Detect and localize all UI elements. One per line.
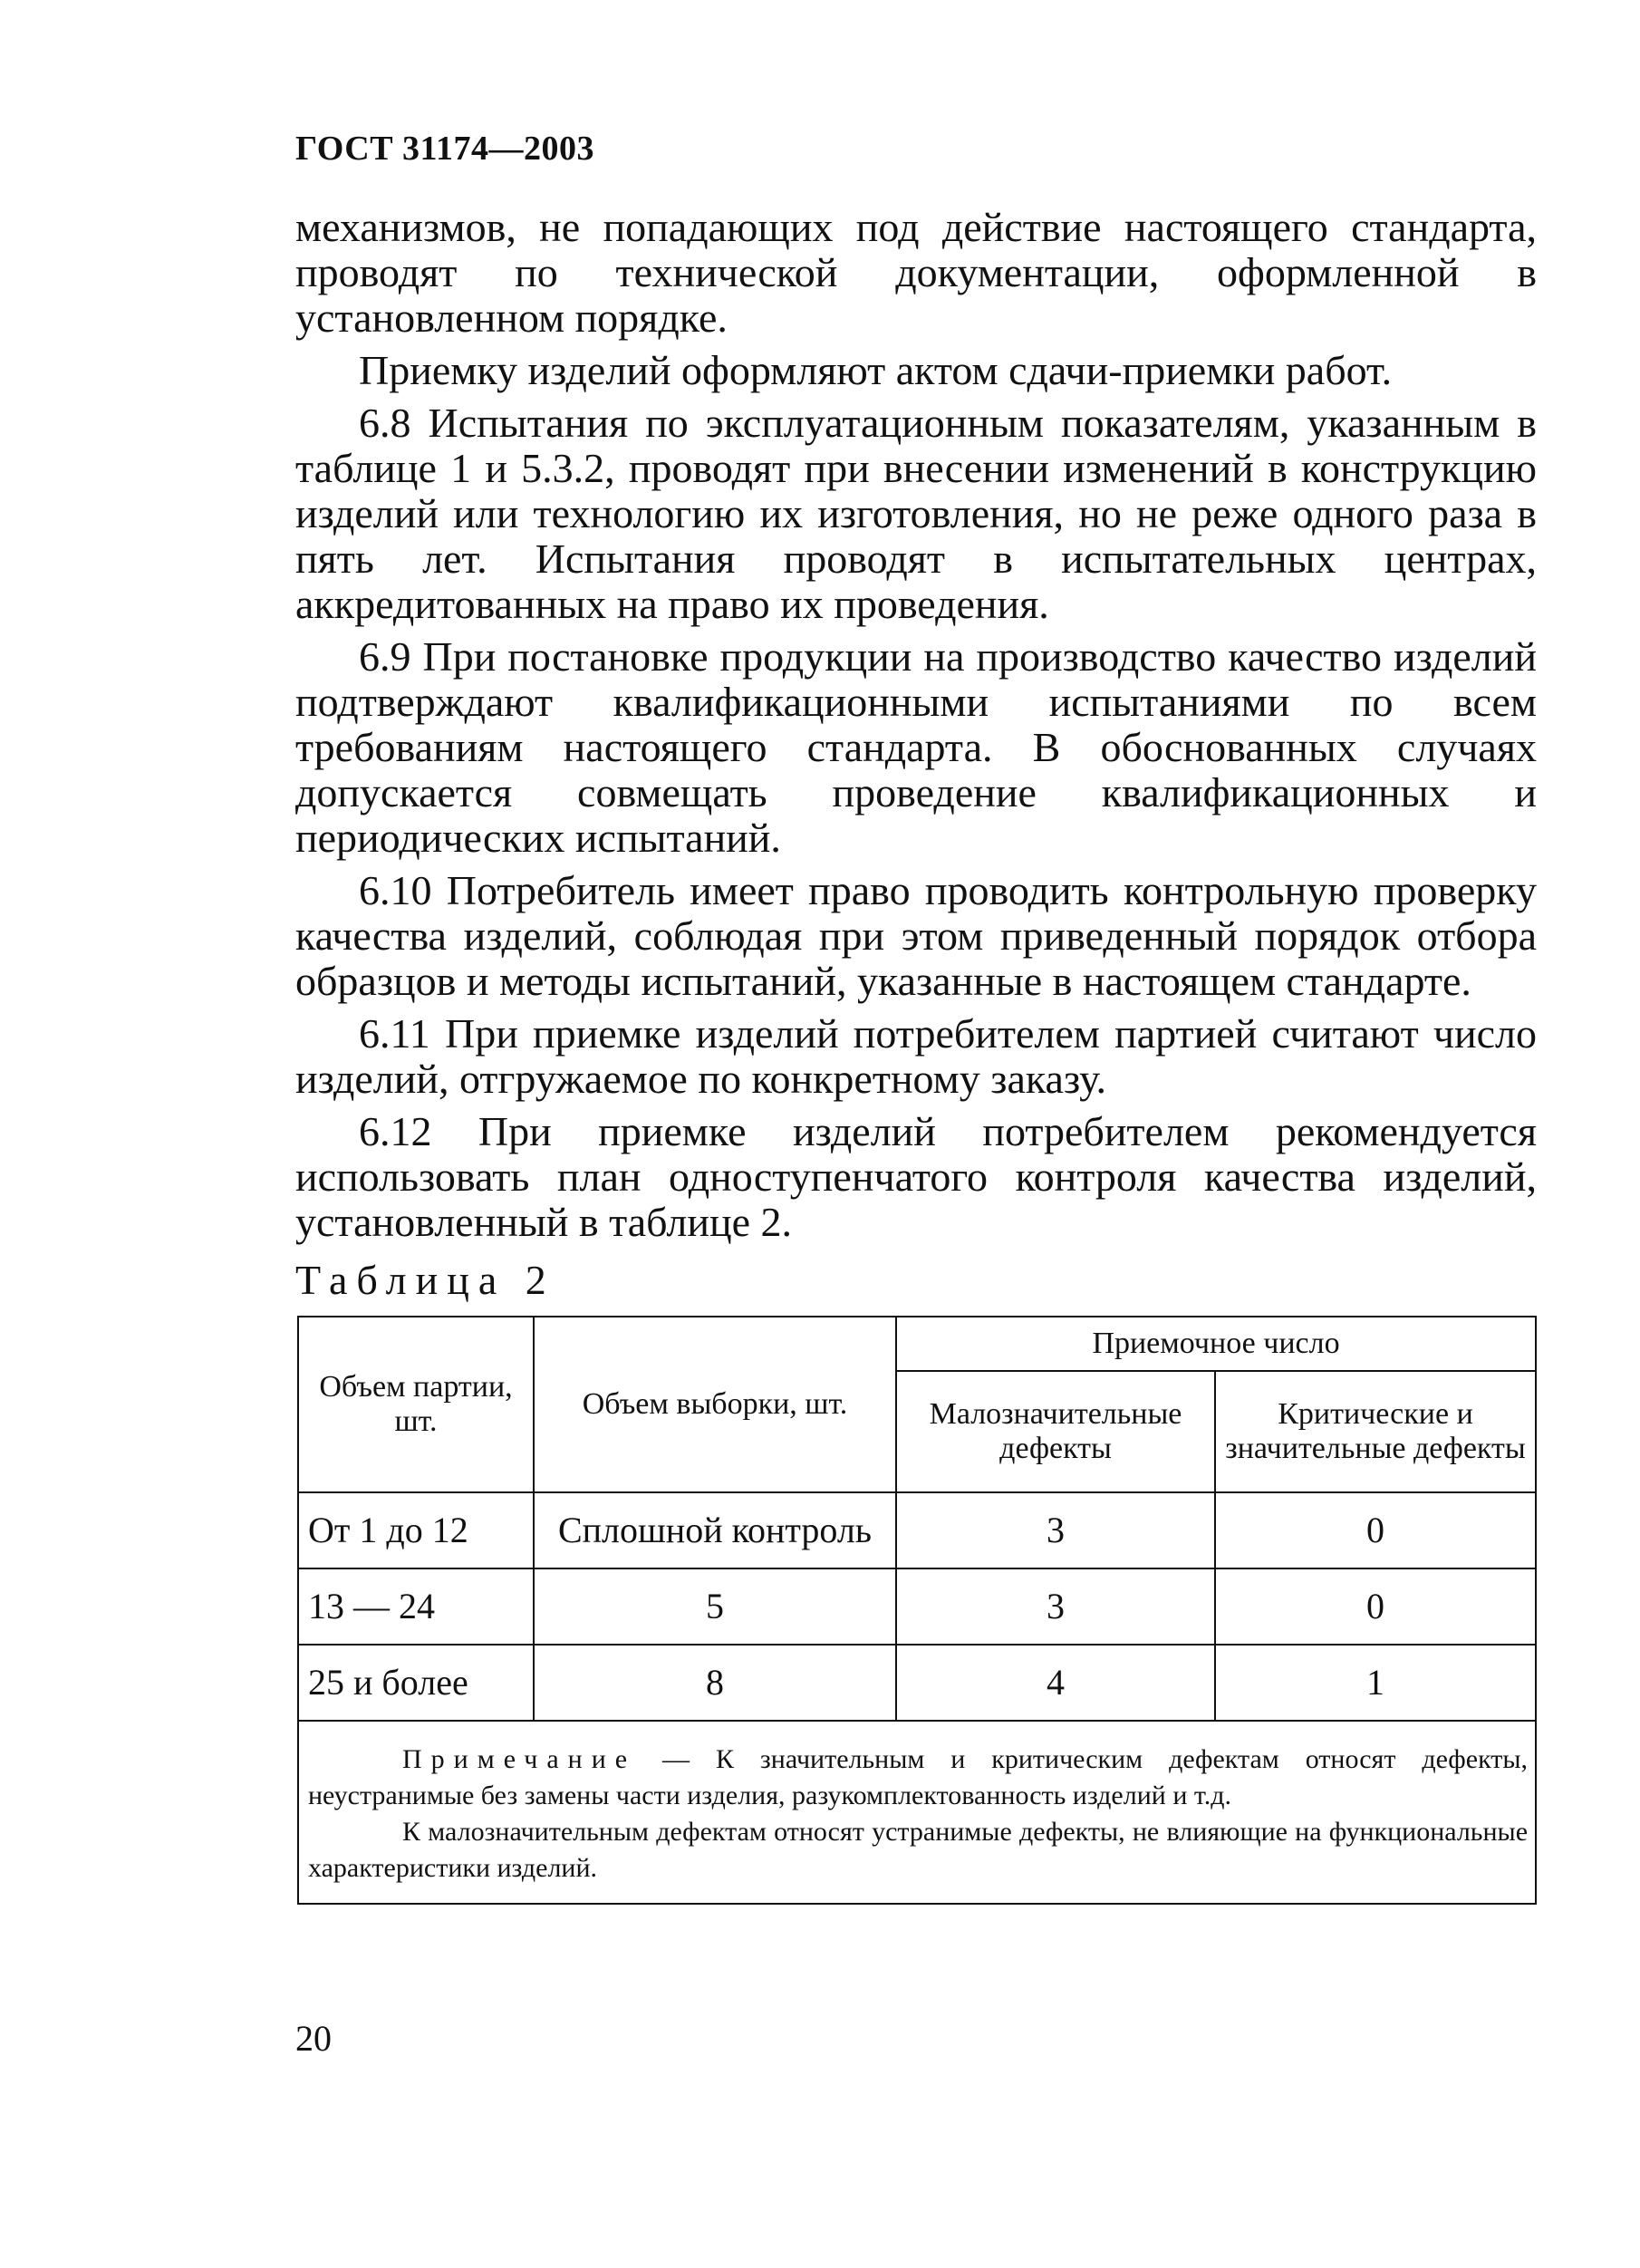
cell-critical: 0: [1215, 1568, 1536, 1645]
table-row: [298, 1645, 1536, 1721]
cell-minor: 3: [896, 1568, 1215, 1645]
cell-lot-size: 13 — 24: [298, 1568, 534, 1645]
acceptance-table: [297, 1316, 1537, 1905]
cell-critical: 1: [1215, 1645, 1536, 1721]
table-note-row: [298, 1721, 1536, 1904]
paragraph-6-9: 6.9 При постановке продукции на производство качество изделий подтверждают квалификационными испытаниями по всем требованиям настоящего стандарта. В обоснованных случаях допускается совмещать проведение квалификационных и периодических испытаний.: [295, 633, 1537, 861]
cell-sample-size: 5: [534, 1568, 896, 1645]
cell-sample-size: 8: [534, 1645, 896, 1721]
header-sample-size: Объем выборки, шт.: [534, 1317, 896, 1492]
table-note: [298, 1721, 1536, 1904]
header-acceptance-number: Приемочное число: [896, 1317, 1536, 1371]
note-text-1: — К значительным и критическим дефектам относят дефекты, неустранимые без замены части изделия, разукомплектованность изделий и т.д.: [308, 1744, 1529, 1810]
cell-minor: 4: [896, 1645, 1215, 1721]
body-text: [295, 205, 1537, 1245]
cell-critical: 0: [1215, 1492, 1536, 1568]
table-row: [298, 1492, 1536, 1568]
cell-minor: 3: [896, 1492, 1215, 1568]
paragraph-6-12: 6.12 При приемке изделий потребителем рекомендуется использовать план одноступенчатого контроля качества изделий, установленный в таблице 2.: [295, 1108, 1537, 1245]
table-row: [298, 1568, 1536, 1645]
note-paragraph-1: [308, 1742, 1528, 1814]
note-paragraph-2: К малозначительным дефектам относят устранимые дефекты, не влияющие на функциональные характеристики изделий.: [308, 1817, 1529, 1883]
document-header: ГОСТ 31174—2003: [295, 130, 594, 168]
page-number: 20: [295, 2018, 332, 2059]
cell-lot-size: 25 и более: [298, 1645, 534, 1721]
paragraph-6-10: 6.10 Потребитель имеет право проводить контрольную проверку качества изделий, соблюдая при этом приведенный порядок отбора образцов и методы испытаний, указанные в настоящем стандарте.: [295, 867, 1537, 1004]
paragraph-acceptance-act: Приемку изделий оформляют актом сдачи-приемки работ.: [359, 347, 1393, 393]
header-critical-defects: Критические и значительные дефекты: [1215, 1371, 1536, 1492]
header-minor-defects: Малозначительные дефекты: [896, 1371, 1215, 1492]
cell-lot-size: От 1 до 12: [298, 1492, 534, 1568]
paragraph-6-11: 6.11 При приемке изделий потребителем партией считают число изделий, отгружаемое по конкретному заказу.: [295, 1010, 1537, 1102]
paragraph-6-8: 6.8 Испытания по эксплуатационным показателям, указанным в таблице 1 и 5.3.2, проводят при внесении изменений в конструкцию изделий или технологию их изготовления, но не реже одного раза в пять лет. Испытания проводят в испытательных центрах, аккредитованных на право их проведения.: [295, 400, 1537, 627]
note-label: Примечание: [402, 1744, 637, 1774]
paragraph-continuation: механизмов, не попадающих под действие настоящего стандарта, проводят по технической документации, оформленной в установленном порядке.: [295, 204, 1537, 341]
cell-sample-size: Сплошной контроль: [534, 1492, 896, 1568]
table-caption: Таблица 2: [295, 1257, 555, 1303]
table-header-row: [298, 1317, 1536, 1371]
header-lot-size: Объем партии, шт.: [298, 1317, 534, 1492]
